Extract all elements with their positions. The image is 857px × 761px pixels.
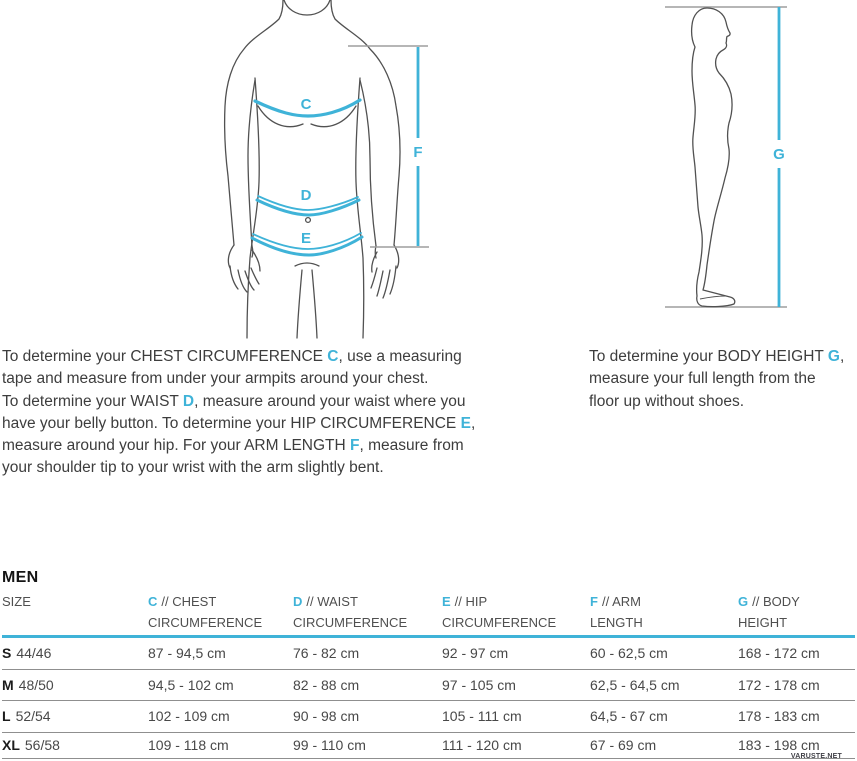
instruction-line: To determine your CHEST CIRCUMFERENCE C, use a measuring xyxy=(2,348,462,365)
arm-value: 60 - 62,5 cm xyxy=(590,645,668,662)
far-foot-line xyxy=(700,296,726,299)
hip-label: E xyxy=(300,230,312,247)
arm-value: 67 - 69 cm xyxy=(590,737,657,753)
chest-value: 102 - 109 cm xyxy=(148,708,230,725)
size-cell: XL 56/58 xyxy=(2,737,60,753)
belly-button xyxy=(306,218,311,223)
column-header-arm: F // ARM LENGTH xyxy=(590,594,643,630)
table-row-size-xl xyxy=(2,733,855,759)
side-body-outline xyxy=(692,8,735,307)
waist-value: 90 - 98 cm xyxy=(293,708,360,725)
size-cell: M 48/50 xyxy=(2,676,54,693)
mens-size-table xyxy=(2,592,855,759)
size-cell: L 52/54 xyxy=(2,708,51,725)
column-header-size: SIZE xyxy=(2,594,31,609)
chest-value: 87 - 94,5 cm xyxy=(148,645,226,662)
height-value: 168 - 172 cm xyxy=(738,645,820,662)
hip-value: 105 - 111 cm xyxy=(442,708,522,725)
instruction-line: tape and measure from under your armpits around your chest. xyxy=(2,370,429,388)
waist-value: 82 - 88 cm xyxy=(293,676,360,693)
watermark: VARUSTE.NET xyxy=(790,753,842,760)
side-body-diagram xyxy=(648,0,793,315)
instruction-line: measure your full length from the xyxy=(589,370,816,388)
instruction-line: measure around your hip. For your ARM LENGTH F, measure from xyxy=(2,437,464,455)
arm-length-label: F xyxy=(413,144,423,161)
height-value: 183 - 198 cm xyxy=(738,737,820,753)
height-value: 172 - 178 cm xyxy=(738,676,820,693)
instruction-line: your shoulder tip to your wrist with the arm slightly bent. xyxy=(2,459,384,477)
measuring-instructions-left xyxy=(2,346,602,480)
hip-value: 92 - 97 cm xyxy=(442,645,509,662)
chest-value: 94,5 - 102 cm xyxy=(148,676,234,693)
waist-value: 76 - 82 cm xyxy=(293,645,360,662)
height-value: 178 - 183 cm xyxy=(738,708,820,725)
table-title-men: MEN xyxy=(2,569,39,586)
chest-label: C xyxy=(300,96,312,113)
hip-value: 111 - 120 cm xyxy=(442,737,522,753)
chest-value: 109 - 118 cm xyxy=(148,737,229,753)
column-header-waist: D // WAIST CIRCUMFERENCE xyxy=(293,594,408,630)
table-row-size-l xyxy=(2,701,855,733)
front-body-diagram xyxy=(222,0,432,338)
arm-value: 62,5 - 64,5 cm xyxy=(590,676,680,693)
body-height-label: G xyxy=(773,146,785,163)
table-row-size-s xyxy=(2,638,855,670)
front-body-outline xyxy=(225,0,400,338)
table-header-row xyxy=(2,592,855,638)
size-cell: S 44/46 xyxy=(2,645,52,662)
waist-label: D xyxy=(300,187,312,204)
instruction-line: floor up without shoes. xyxy=(589,392,745,410)
table-row-size-m xyxy=(2,670,855,702)
column-header-chest: C // CHEST CIRCUMFERENCE xyxy=(148,594,263,630)
instruction-line: To determine your BODY HEIGHT G, xyxy=(589,348,845,365)
instruction-line: have your belly button. To determine your HIP CIRCUMFERENCE E, xyxy=(2,414,476,432)
column-header-height: G // BODY HEIGHT xyxy=(738,594,800,630)
hip-value: 97 - 105 cm xyxy=(442,676,516,693)
measuring-instructions-right xyxy=(589,346,857,413)
arm-value: 64,5 - 67 cm xyxy=(590,708,668,725)
column-header-hip: E // HIP CIRCUMFERENCE xyxy=(442,594,557,630)
instruction-line: To determine your WAIST D, measure around your waist where you xyxy=(2,392,466,410)
waist-value: 99 - 110 cm xyxy=(293,737,366,753)
